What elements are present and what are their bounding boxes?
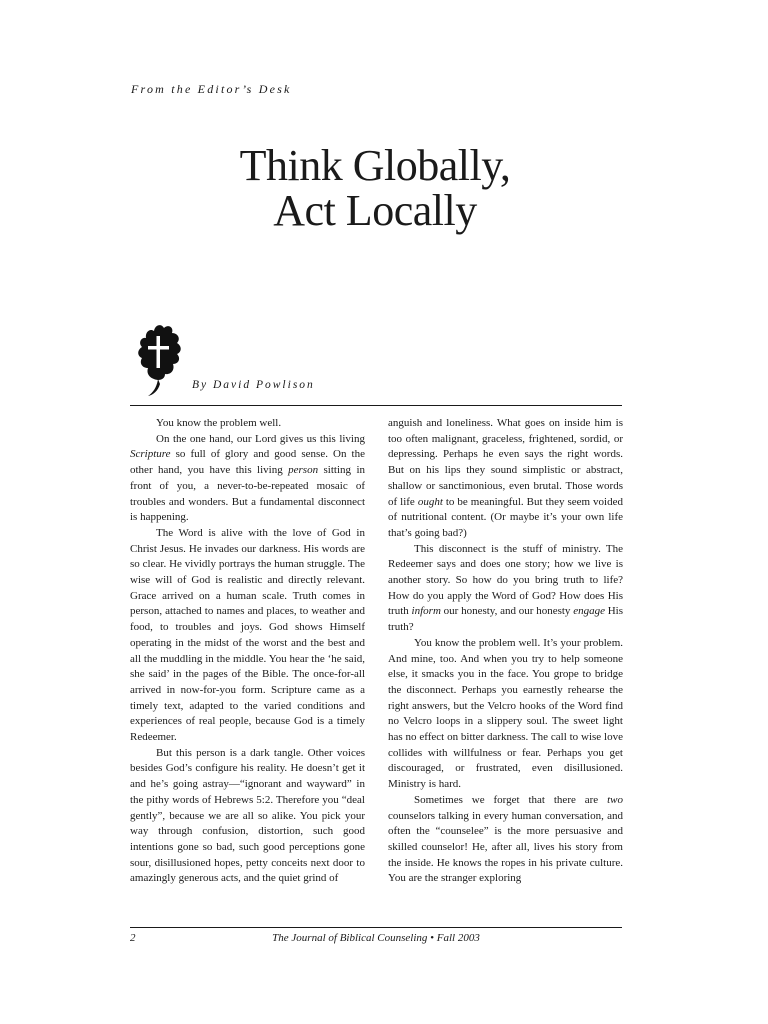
body-paragraph: You know the problem well. xyxy=(156,417,282,429)
body-paragraph: anguish and loneliness. What goes on inside him is too often malignant, graceless, frightened, sordid, or depressing. Perhaps he even says the right words. But on his lips they sound simplistic or abstract, shallow or sanctimonious, even brutal. Those words of life ought to be meaningful. But they seem voided of nutritional content. (Or maybe it’s your own life that’s going bad?) xyxy=(388,417,623,539)
journal-footer: The Journal of Biblical Counseling • Fall 2003 xyxy=(272,932,480,944)
page-number: 2 xyxy=(130,932,136,944)
body-paragraph: You know the problem well. It’s your problem. And mine, too. And when you try to help someone else, it smacks you in the face. You grope to bridge the disconnect. Perhaps you earnestly rehearse the right answers, but the Velcro hooks of the Word find no Velcro loops in a slippery soul. The sweet light has no effect on bitter darkness. The call to wise love collides with willfulness or fear. Perhaps you get discouraged, or frustrated, even disillusioned. Ministry is hard. xyxy=(388,636,623,791)
article-title xyxy=(0,143,750,233)
left-column xyxy=(130,416,365,921)
body-paragraph: On the one hand, our Lord gives us this living Scripture so full of glory and good sense. On the other hand, you have this living person sitting in front of you, a never-to-be-repeated mosaic of troubles and wonders. But a fundamental disconnect is happening. xyxy=(130,432,365,524)
body-paragraph: But this person is a dark tangle. Other voices besides God’s configure his reality. He doesn’t get it and he’s going astray—“ignorant and wayward” in the pithy words of Hebrews 5:2. Therefore you “deal gently”, because we are all so alike. You pick your way through confusion, distortion, such good intentions gone so bad, such good perceptions gone sour, disillusioned hopes, petty conceits next door to amazingly generous acts, and the quiet grind of xyxy=(130,746,365,885)
right-column xyxy=(388,416,623,921)
body-paragraph: This disconnect is the stuff of ministry. The Redeemer says and does one story; how we live is another story. So how do you bring truth to life? How do you apply the Word of God? How does His truth inform our honesty, and our honesty engage His truth? xyxy=(388,542,623,634)
body-paragraph: Sometimes we forget that there are two counselors talking in every human conversation, and often the “counselee” is the more persuasive and skilled counselor! He, after all, lives his story from the inside. He knows the ropes in his private culture. You are the stranger exploring xyxy=(388,793,623,885)
article-title-line-1: Think Globally, xyxy=(239,141,511,190)
bottom-divider xyxy=(130,927,622,928)
body-paragraph: The Word is alive with the love of God in Christ Jesus. He invades our darkness. His words are so clear. He vividly portrays the human struggle. The wise will of God is realistic and directly relevant. Grace arrived on a human scale. Truth comes in person, attached to names and places, to weather and food, to troubles and joys. God shows Himself operating in the midst of the worst and the best and all the muddling in the middle. You hear the ‘he said, she said’ in the pages of the Bible. The once-for-all arrived in now-for-you form. Scripture came as a timely text, adapted to the varied conditions and experiences of real people, because God is a timely Redeemer. xyxy=(130,526,365,744)
byline: By David Powlison xyxy=(192,379,315,391)
article-title-line-2: Act Locally xyxy=(273,186,477,235)
top-divider xyxy=(130,405,622,406)
oak-leaf-cross-icon xyxy=(136,322,184,402)
section-label: From the Editor’s Desk xyxy=(131,82,292,96)
